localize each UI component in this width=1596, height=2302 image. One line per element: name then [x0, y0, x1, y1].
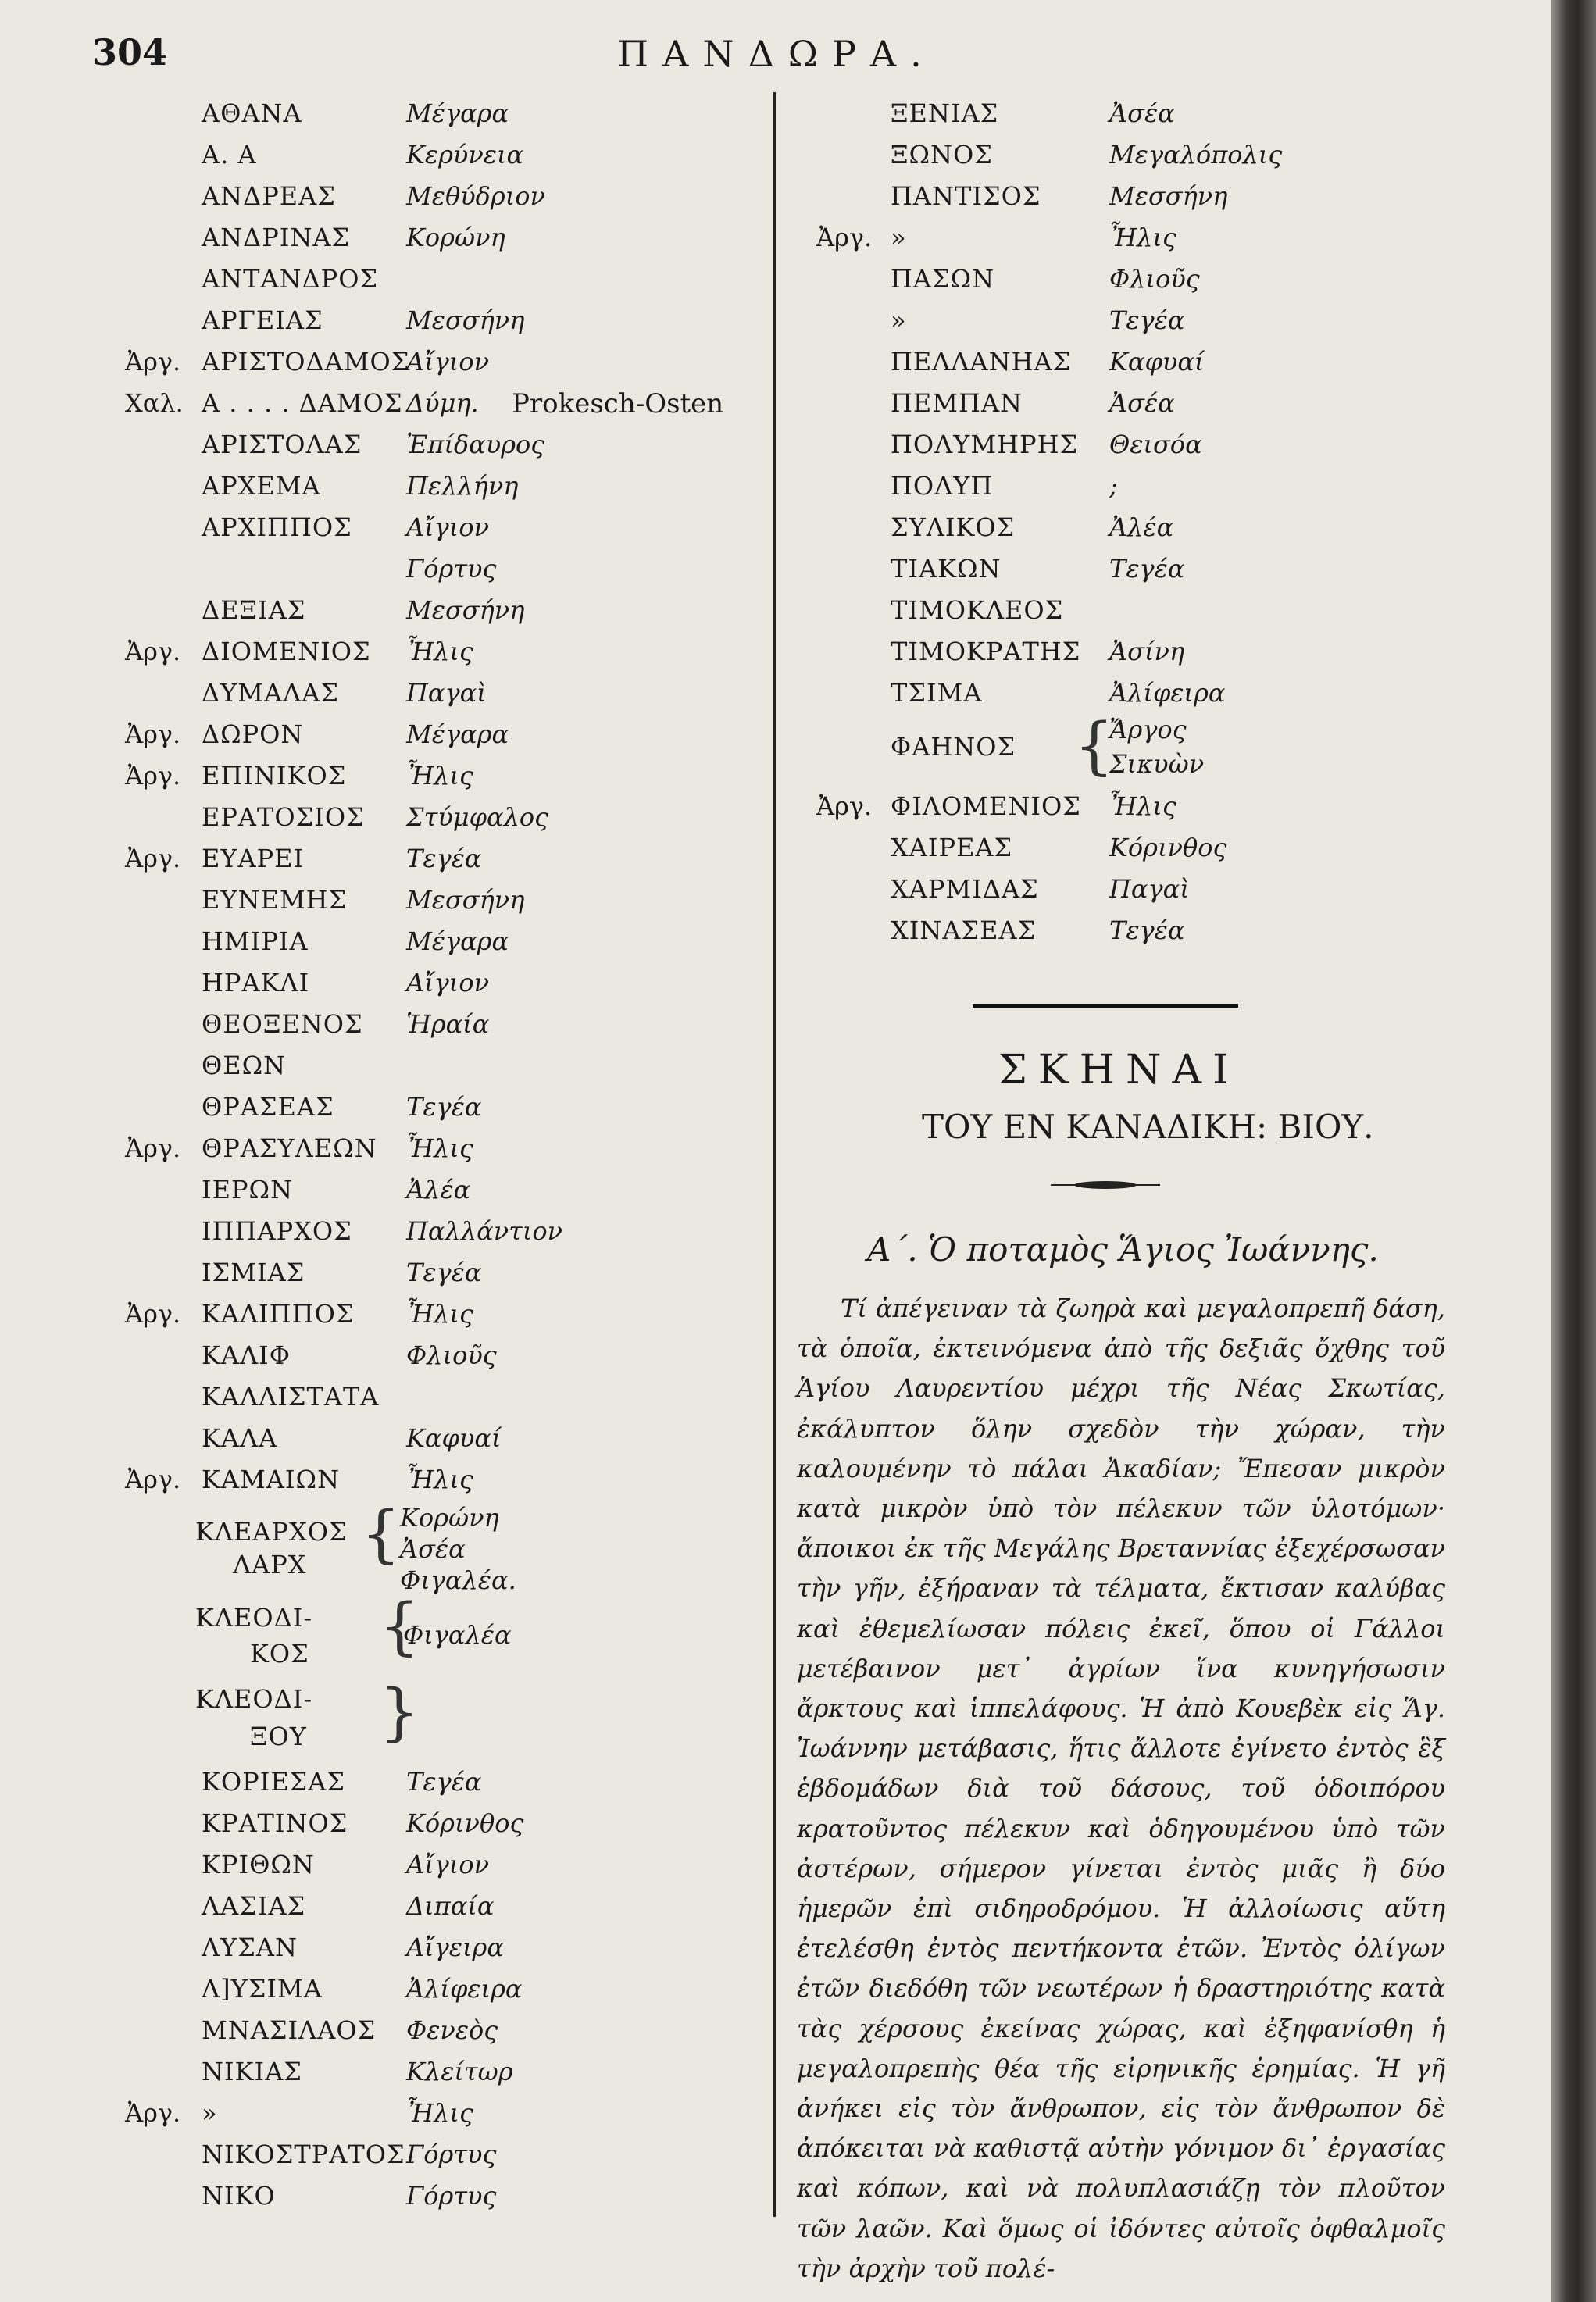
entry-name: Α. Α	[202, 140, 257, 170]
entry-place: Καφυαί	[406, 1423, 502, 1453]
list-entry	[0, 1458, 769, 1500]
entry-name: ΑΘΑΝΑ	[202, 98, 302, 128]
right-column	[781, 92, 1551, 951]
entry-place: Μεσσήνη	[406, 885, 525, 915]
entry-place: Ἀλέα	[1109, 512, 1174, 542]
list-entry	[781, 465, 1551, 506]
list-entry	[0, 1086, 769, 1127]
entry-place: Αἴγιον	[406, 968, 490, 998]
entry-prefix: Ἀργ.	[125, 761, 181, 791]
list-entry	[0, 755, 769, 796]
entry-name: ΚΡΙΘΩΝ	[202, 1850, 315, 1879]
entry-name: ΠΕΜΠΑΝ	[891, 388, 1023, 418]
entry-name: ΑΡΧΙΠΠΟΣ	[202, 512, 352, 542]
entry-prefix: Ἀργ.	[125, 1133, 181, 1163]
list-entry	[0, 175, 769, 216]
entry-prefix: Ἀργ.	[125, 844, 181, 873]
entry-name: ΤΙΑΚΩΝ	[891, 554, 1002, 584]
entry-place: Καφυαί	[1109, 347, 1205, 377]
entry-place: Τεγέα	[406, 844, 482, 873]
list-entry	[0, 548, 769, 589]
entry-name: ΠΑΣΩΝ	[891, 264, 995, 294]
entry-name: ΝΙΚΙΑΣ	[202, 2057, 302, 2086]
entry-name: ΜΝΑΣΙΛΑΟΣ	[202, 2015, 377, 2045]
entry-name: ΚΛΕΟΔΙ-	[195, 1603, 313, 1633]
entry-place: Αἴγιον	[406, 347, 490, 377]
entry-place: Μέγαρα	[406, 926, 509, 956]
list-entry	[0, 589, 769, 630]
page-header	[0, 23, 1551, 78]
entry-place: Παλλάντιον	[406, 1216, 563, 1246]
list-entry	[0, 672, 769, 713]
entry-name: ΧΙΝΑΣΕΑΣ	[891, 915, 1037, 945]
entry-prefix: Ἀργ.	[125, 1299, 181, 1329]
entry-prefix: Ἀργ.	[125, 719, 181, 749]
list-entry	[0, 134, 769, 175]
list-entry	[781, 826, 1551, 868]
entry-place: Τεγέα	[406, 1767, 482, 1797]
entry-name: ΙΕΡΩΝ	[202, 1175, 294, 1205]
list-entry	[0, 962, 769, 1003]
entry-name: ΚΑΛΛΙΣΤΑΤΑ	[202, 1382, 380, 1412]
entry-name: ΣΥΛΙΚΟΣ	[891, 512, 1016, 542]
entry-kleodikos	[0, 1592, 769, 1676]
list-entry	[0, 1802, 769, 1843]
list-entry	[781, 423, 1551, 465]
entry-klearchos	[0, 1497, 769, 1595]
entry-place: Φιγαλέα	[403, 1620, 512, 1650]
list-entry	[0, 258, 769, 299]
entry-place: Ἀλίφειρα	[1109, 678, 1226, 708]
entry-place: Ἀλίφειρα	[406, 1974, 523, 2004]
list-entry	[0, 837, 769, 879]
entry-place: Φλιοῦς	[1109, 264, 1200, 294]
entry-place: Φιγαλέα.	[400, 1565, 516, 1595]
entry-name: ΑΝΔΡΙΝΑΣ	[202, 223, 351, 252]
entry-name: ΚΑΛΙΦ	[202, 1340, 291, 1370]
entry-name: ΑΡΧΕΜΑ	[202, 471, 321, 501]
entry-name: ΚΑΛΙΠΠΟΣ	[202, 1299, 355, 1329]
list-entry	[0, 1968, 769, 2009]
list-entry	[0, 2009, 769, 2050]
entry-name: ΠΟΛΥΠ	[891, 471, 994, 501]
entry-name: ΙΣΜΙΑΣ	[202, 1258, 305, 1287]
entry-prefix: Ἀργ.	[125, 1465, 181, 1494]
entry-name: ΠΕΛΛΑΝΗΑΣ	[891, 347, 1072, 377]
entry-name: ΑΡΙΣΤΟΔΑΜΟΣ	[202, 347, 410, 377]
list-entry	[0, 1843, 769, 1885]
entry-name: ΚΡΑΤΙΝΟΣ	[202, 1808, 348, 1838]
list-entry	[0, 2133, 769, 2175]
list-entry	[0, 1926, 769, 1968]
list-entry	[0, 341, 769, 382]
entry-place: Πελλήνη	[406, 471, 519, 501]
entry-place: Κερύνεια	[406, 140, 524, 170]
entry-name: ΧΑΙΡΕΑΣ	[891, 833, 1013, 862]
entry-place: Ἦλις	[406, 2098, 473, 2128]
entry-place: Φενεὸς	[406, 2015, 498, 2045]
list-entry	[0, 1761, 769, 1802]
entry-place: Ἀσέα	[400, 1534, 466, 1564]
ornament-divider	[1051, 1178, 1160, 1192]
entry-place: Μεσσήνη	[406, 305, 525, 335]
entry-place: Ἦλις	[1109, 791, 1176, 821]
list-entry	[781, 909, 1551, 951]
list-entry	[0, 713, 769, 755]
entry-place: Ἀσέα	[1109, 388, 1175, 418]
list-entry	[0, 1169, 769, 1210]
list-entry	[0, 2175, 769, 2216]
list-entry	[0, 1210, 769, 1251]
entry-name: ΚΟΡΙΕΣΑΣ	[202, 1767, 346, 1797]
entry-place: Μέγαρα	[406, 719, 509, 749]
list-entry	[0, 1885, 769, 1926]
entry-name: ΞΩΝΟΣ	[891, 140, 993, 170]
entry-name: ΔΥΜΑΛΑΣ	[202, 678, 339, 708]
column-divider	[773, 92, 776, 2217]
section-title: ΣΚΗΝΑΙ	[998, 1047, 1240, 1094]
entry-name: ΘΡΑΣΥΛΕΩΝ	[202, 1133, 377, 1163]
entry-place: Στύμφαλος	[406, 802, 549, 832]
brace-mark: {	[1074, 709, 1114, 782]
entry-place: Κλείτωρ	[406, 2057, 513, 2086]
entry-name: »	[891, 305, 907, 335]
list-entry	[781, 341, 1551, 382]
entry-name: ΧΑΡΜΙΔΑΣ	[891, 874, 1039, 904]
list-entry	[0, 879, 769, 920]
entry-prefix: Ἀργ.	[816, 223, 873, 252]
entry-place: Μεσσήνη	[406, 595, 525, 625]
left-column	[0, 92, 769, 2216]
entry-place: Γόρτυς	[406, 2140, 497, 2169]
entry-name: ΞΕΝΙΑΣ	[891, 98, 999, 128]
entry-prefix: Χαλ.	[125, 388, 184, 418]
entry-place: Ἡραία	[406, 1009, 490, 1039]
list-entry	[781, 92, 1551, 134]
list-entry	[781, 506, 1551, 548]
list-entry	[781, 258, 1551, 299]
entry-place: Μεσσήνη	[1109, 181, 1228, 211]
entry-place: Αἴγειρα	[406, 1933, 504, 1962]
running-title: ΠΑΝΔΩΡΑ.	[617, 33, 936, 75]
entry-name: ΑΡΓΕΙΑΣ	[202, 305, 323, 335]
list-entry	[0, 2050, 769, 2092]
entry-name-cont: ΛΑΡΧ	[233, 1550, 307, 1579]
entry-place: Τεγέα	[406, 1258, 482, 1287]
list-entry	[0, 1334, 769, 1376]
list-entry	[0, 1003, 769, 1044]
list-entry	[0, 1417, 769, 1458]
entry-name: ΗΡΑΚΛΙ	[202, 968, 310, 998]
entry-name: ΘΕΩΝ	[202, 1051, 287, 1080]
list-entry	[781, 785, 1551, 826]
entry-prefix: Ἀργ.	[125, 637, 181, 666]
entry-name: ΚΛΕΑΡΧΟΣ	[195, 1517, 348, 1547]
entry-phaenos	[781, 709, 1551, 785]
entry-place: Τεγέα	[406, 1092, 482, 1122]
list-entry	[0, 299, 769, 341]
entry-prefix: Ἀργ.	[816, 791, 873, 821]
section-subtitle: ΤΟΥ ΕΝ ΚΑΝΑΔΙΚΗ: ΒΙΟΥ.	[922, 1108, 1374, 1146]
entry-place: Ἦλις	[406, 1299, 473, 1329]
entry-place: Παγαὶ	[1109, 874, 1190, 904]
entry-place: Κόρινθος	[406, 1808, 524, 1838]
entry-name: ΕΠΙΝΙΚΟΣ	[202, 761, 347, 791]
entry-name-cont: ΚΟΣ	[250, 1639, 309, 1669]
list-entry	[0, 506, 769, 548]
entry-name: ΕΥΑΡΕΙ	[202, 844, 305, 873]
entry-name: ΝΙΚΟ	[202, 2181, 276, 2211]
entry-place: Αἴγιον	[406, 512, 490, 542]
brace-mark: {	[361, 1497, 401, 1570]
entry-name: ΚΛΕΟΔΙ-	[195, 1684, 313, 1714]
entry-name: ΚΑΜΑΙΩΝ	[202, 1465, 341, 1494]
list-entry	[0, 216, 769, 258]
entry-place: Θεισόα	[1109, 430, 1202, 459]
entry-place: Μεγαλόπολις	[1109, 140, 1283, 170]
list-entry	[781, 216, 1551, 258]
entry-name: ΑΡΙΣΤΟΛΑΣ	[202, 430, 362, 459]
list-entry	[0, 1293, 769, 1334]
entry-name: ΛΑΣΙΑΣ	[202, 1891, 306, 1921]
entry-name-cont: ΞΟΥ	[250, 1722, 307, 1751]
entry-name: ΗΜΙΡΙΑ	[202, 926, 309, 956]
entry-place: Τεγέα	[1109, 305, 1185, 335]
entry-place: Ἀσέα	[1109, 98, 1175, 128]
entry-name: ΚΑΛΑ	[202, 1423, 278, 1453]
entry-place: Τεγέα	[1109, 554, 1185, 584]
entry-place: Ἦλις	[406, 637, 473, 666]
chapter-title: Α΄. Ὁ ποταμὸς Ἅγιος Ἰωάννης.	[867, 1230, 1379, 1269]
brace-mark: {	[380, 1590, 420, 1662]
entry-place: Κόρινθος	[1109, 833, 1227, 862]
list-entry	[0, 1376, 769, 1417]
entry-name: ΦΙΛΟΜΕΝΙΟΣ	[891, 791, 1081, 821]
entry-name: ΔΙΟΜΕΝΙΟΣ	[202, 637, 371, 666]
entry-place: Ἀλέα	[406, 1175, 471, 1205]
list-entry	[0, 1251, 769, 1293]
entry-place: Κορώνη	[400, 1503, 499, 1533]
list-entry	[0, 2092, 769, 2133]
entry-place: Παγαὶ	[406, 678, 487, 708]
entry-place: Ἦλις	[406, 1465, 473, 1494]
entry-name: ΕΥΝΕΜΗΣ	[202, 885, 348, 915]
entry-place: Διπαία	[406, 1891, 495, 1921]
entry-name: ΔΩΡΟΝ	[202, 719, 304, 749]
list-entry	[0, 1044, 769, 1086]
entry-name: Λ]ΥΣΙΜΑ	[202, 1974, 323, 2004]
entry-place: Ἦλις	[406, 1133, 473, 1163]
entry-place: Αἴγιον	[406, 1850, 490, 1879]
list-entry	[781, 175, 1551, 216]
entry-place: Γόρτυς	[406, 554, 497, 584]
list-entry	[781, 548, 1551, 589]
entry-name: ΦΑΗΝΟΣ	[891, 732, 1016, 762]
entry-name: »	[891, 223, 907, 252]
list-entry	[0, 382, 769, 423]
list-entry	[781, 630, 1551, 672]
entry-place: Μεθύδριον	[406, 181, 545, 211]
entry-name: »	[202, 2098, 218, 2128]
list-entry	[781, 672, 1551, 713]
section-rule	[973, 1004, 1238, 1008]
entry-place: Μέγαρα	[406, 98, 509, 128]
entry-prefix: Ἀργ.	[125, 347, 181, 377]
entry-place: ;	[1109, 471, 1118, 501]
entry-kleodixou	[0, 1676, 769, 1761]
list-entry	[781, 589, 1551, 630]
body-paragraph: Τί ἀπέγειναν τὰ ζωηρὰ καὶ μεγαλοπρεπῆ δάση, τὰ ὁποῖα, ἐκτεινόμενα ἀπὸ τῆς δεξιᾶς ὄχθης τοῦ Ἁγίου Λαυρεντίου μέχρι τῆς Νέας Σκωτίας, ἐκάλυπτον ὅλην σχεδὸν τὴν χώραν, τὴν καλουμένην τὸ πάλαι Ἀκαδίαν; Ἔπεσαν μικρὸν κατὰ μικρὸν ὑπὸ τὸν πέλεκυν τῶν ὑλοτόμων· ἄποικοι ἐκ τῆς Μεγάλης Βρεταννίας ἐξεχέρσωσαν τὴν γῆν, ἐξήραναν τὰ τέλματα, ἔκτισαν καλύβας καὶ ἐθεμελίωσαν πόλεις ἐκεῖ, ὅπου οἱ Γάλλοι μετέβαινον μετ᾽ ἀγρίων ἵνα κυνηγήσωσιν ἄρκτους καὶ ἱππελάφους. Ἡ ἀπὸ Κουεβὲκ εἰς Ἅγ. Ἰωάννην μετάβασις, ἥτις ἄλλοτε ἐγίνετο ἐντὸς ἓξ ἑβδομάδων διὰ τοῦ δάσους, τοῦ ὁδοιπόρου κρατοῦντος πέλεκυν καὶ ὁδηγουμένου ὑπὸ τῶν ἀστέρων, σήμερον γίνεται ἐντὸς μιᾶς ἢ δύο ἡμερῶν ἐπὶ σιδηροδρόμου. Ἡ ἀλλοίωσις αὕτη ἐτελέσθη ἐντὸς πεντήκοντα ἐτῶν. Ἐντὸς ὀλίγων ἐτῶν διεδόθη τῶν νεωτέρων ἡ δραστηριότης κατὰ τὰς χέρσους ἐκείνας χώρας, καὶ ἐξηφανίσθη ἡ μεγαλοπρεπὴς θέα τῆς εἰρηνικῆς ἐρημίας. Ἡ γῆ ἀνήκει εἰς τὸν ἄνθρωπον, εἰς τὸν ἄνθρωπον δὲ ἀπόκειται νὰ καθιστᾷ αὐτὴν γόνιμον δι᾽ ἐργασίας καὶ κόπων, καὶ νὰ πολυπλασιάζῃ τὸν πλοῦτον τῶν λαῶν. Καὶ ὅμως οἱ ἰδόντες αὐτοῖς ὀφθαλμοῖς τὴν ἀρχὴν τοῦ πολέ-	[797, 1294, 1445, 2283]
entry-place: Τεγέα	[1109, 915, 1185, 945]
entry-name: ΤΣΙΜΑ	[891, 678, 983, 708]
list-entry	[781, 382, 1551, 423]
entry-place: Κορώνη	[406, 223, 505, 252]
binding-edge	[1551, 0, 1596, 2302]
entry-place: Ἄργος	[1109, 715, 1187, 744]
list-entry	[0, 1127, 769, 1169]
entry-name: ΑΝΔΡΕΑΣ	[202, 181, 336, 211]
entry-place: Ἀσίνη	[1109, 637, 1185, 666]
list-entry	[781, 134, 1551, 175]
list-entry	[0, 465, 769, 506]
entry-name: ΕΡΑΤΟΣΙΟΣ	[202, 802, 365, 832]
list-entry	[0, 920, 769, 962]
entry-name: ΤΙΜΟΚΡΑΤΗΣ	[891, 637, 1081, 666]
entry-name: ΘΕΟΞΕΝΟΣ	[202, 1009, 363, 1039]
list-entry	[781, 868, 1551, 909]
entry-name: Α . . . . ΔΑΜΟΣ	[202, 388, 403, 418]
entry-extra: Prokesch-Osten	[512, 388, 724, 419]
page-number: 304	[92, 31, 168, 73]
entry-prefix: Ἀργ.	[125, 2098, 181, 2128]
entry-place: Σικυὼν	[1109, 749, 1205, 779]
entry-place: Γόρτυς	[406, 2181, 497, 2211]
entry-place: Ἦλις	[1109, 223, 1176, 252]
list-entry	[0, 92, 769, 134]
entry-name: ΤΙΜΟΚΛΕΟΣ	[891, 595, 1064, 625]
list-entry	[0, 796, 769, 837]
list-entry	[0, 630, 769, 672]
list-entry	[0, 423, 769, 465]
entry-place: Φλιοῦς	[406, 1340, 497, 1370]
entry-place: Δύμη.	[406, 388, 479, 418]
entry-name: ΔΕΞΙΑΣ	[202, 595, 306, 625]
entry-name: ΠΟΛΥΜΗΡΗΣ	[891, 430, 1079, 459]
entry-place: Ἐπίδαυρος	[406, 430, 545, 459]
entry-place: Ἦλις	[406, 761, 473, 791]
entry-name: ΛΥΣΑΝ	[202, 1933, 298, 1962]
entry-name: ΙΠΠΑΡΧΟΣ	[202, 1216, 352, 1246]
entry-name: ΝΙΚΟΣΤΡΑΤΟΣ	[202, 2140, 405, 2169]
list-entry	[781, 299, 1551, 341]
entry-name: ΘΡΑΣΕΑΣ	[202, 1092, 334, 1122]
entry-name: ΑΝΤΑΝΔΡΟΣ	[202, 264, 379, 294]
entry-name: ΠΑΝΤΙΣΟΣ	[891, 181, 1041, 211]
brace-mark: }	[380, 1676, 420, 1748]
